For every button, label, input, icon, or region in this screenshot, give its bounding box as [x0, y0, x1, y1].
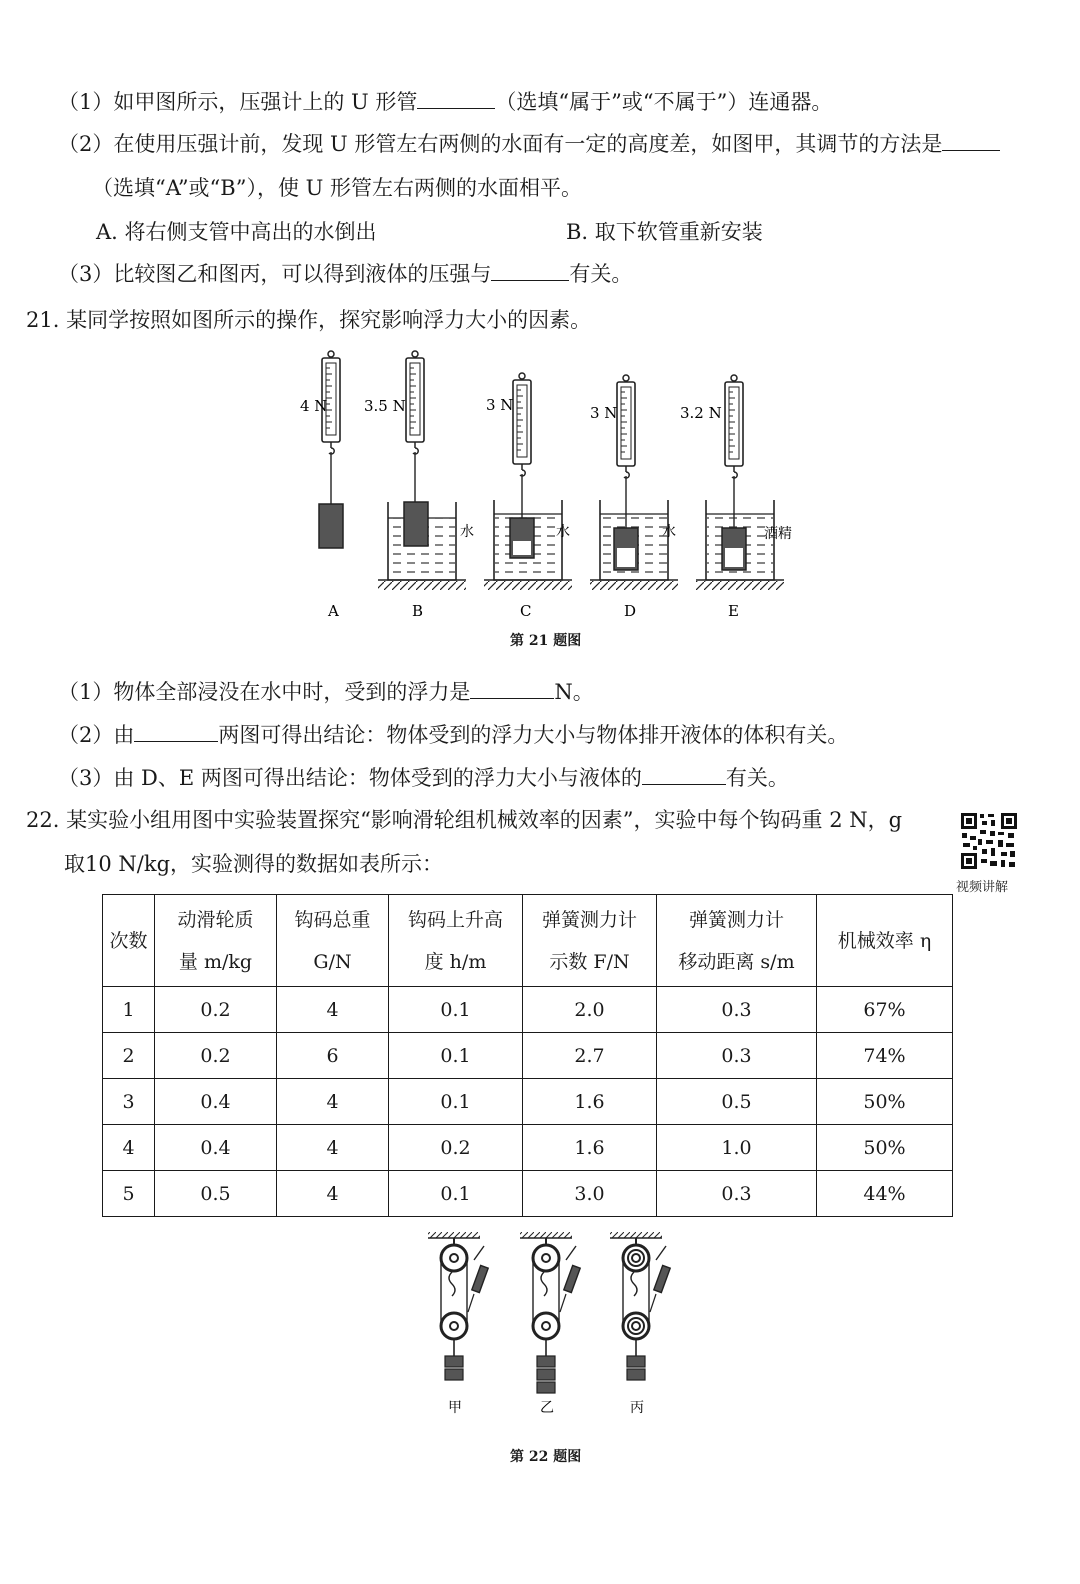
setup-a [300, 351, 343, 620]
table-cell: 0.2 [155, 987, 277, 1033]
liquid-label-e: 酒精 [764, 526, 792, 542]
buoyancy-figure [280, 342, 800, 634]
qr-code-icon[interactable] [960, 812, 1018, 870]
qr-caption: 视频讲解 [956, 880, 1009, 895]
table-cell: 1.6 [523, 1079, 657, 1125]
table-cell: 0.3 [657, 1171, 817, 1217]
reading-e: 3.2 N [680, 404, 722, 422]
table-cell: 3.0 [523, 1171, 657, 1217]
answer-blank[interactable] [470, 678, 554, 699]
label-e: E [728, 602, 739, 620]
table-cell: 4 [277, 1171, 389, 1217]
pulley-setup-jia [428, 1232, 488, 1416]
label-a: A [328, 602, 339, 620]
table-cell: 0.3 [657, 1033, 817, 1079]
table-header-row [103, 895, 953, 987]
answer-blank[interactable] [642, 764, 726, 785]
table-cell: 0.1 [389, 1171, 523, 1217]
reading-c: 3 N [486, 396, 514, 414]
q22-line2: 取10 N/kg，实验测得的数据如表所示： [64, 852, 444, 876]
answer-blank[interactable] [417, 88, 495, 109]
table-cell: 50% [817, 1079, 953, 1125]
data-table [102, 894, 953, 1217]
q22-line1: 22. 某实验小组用图中实验装置探究“影响滑轮组机械效率的因素”，实验中每个钩码重 2 N，g [26, 808, 903, 832]
col-header: 钩码上升高 度 h/m [389, 895, 523, 987]
table-cell: 0.3 [657, 987, 817, 1033]
answer-blank[interactable] [134, 721, 218, 742]
reading-a: 4 N [300, 397, 328, 415]
figure-21-caption: 第 21 题图 [510, 633, 582, 649]
table-row [103, 987, 953, 1033]
setup-e [680, 375, 792, 620]
table-cell: 6 [277, 1033, 389, 1079]
q20-part2: （2）在使用压强计前，发现 U 形管左右两侧的水面有一定的高度差，如图甲，其调节的方法是 [58, 130, 1000, 158]
col-header: 动滑轮质 量 m/kg [155, 895, 277, 987]
liquid-label-d: 水 [662, 524, 676, 540]
col-header: 弹簧测力计 示数 F/N [523, 895, 657, 987]
label-b: B [412, 602, 424, 620]
table-cell: 0.1 [389, 987, 523, 1033]
table-cell: 1.0 [657, 1125, 817, 1171]
q20-part1: （1）如甲图所示，压强计上的 U 形管 （选填“属于”或“不属于”）连通器。 [58, 90, 833, 114]
table-cell: 4 [277, 1125, 389, 1171]
answer-blank[interactable] [491, 260, 569, 281]
table-cell: 0.4 [155, 1125, 277, 1171]
table-row [103, 1033, 953, 1079]
table-cell: 5 [103, 1171, 155, 1217]
object-block [404, 502, 428, 546]
table-cell: 1.6 [523, 1125, 657, 1171]
q20-option-a: A. 将右侧支管中高出的水倒出 [96, 220, 377, 244]
setup-b [364, 351, 474, 620]
table-cell: 0.5 [657, 1079, 817, 1125]
table-cell: 0.2 [155, 1033, 277, 1079]
table-cell: 4 [277, 1079, 389, 1125]
table-cell: 0.1 [389, 1079, 523, 1125]
q20-part3: （3）比较图乙和图丙，可以得到液体的压强与 有关。 [58, 262, 633, 286]
table-row [103, 1079, 953, 1125]
table-cell: 2.0 [523, 987, 657, 1033]
table-cell: 2.7 [523, 1033, 657, 1079]
q21-part1: （1）物体全部浸没在水中时，受到的浮力是 N。 [58, 680, 594, 704]
reading-b: 3.5 N [364, 397, 406, 415]
figure-22-caption: 第 22 题图 [510, 1449, 582, 1465]
liquid-label-b: 水 [460, 524, 474, 540]
col-header: 钩码总重 G/N [277, 895, 389, 987]
pulley-figure [420, 1232, 680, 1442]
q21-part3: （3）由 D、E 两图可得出结论：物体受到的浮力大小与液体的 有关。 [58, 766, 789, 790]
table-cell: 3 [103, 1079, 155, 1125]
col-header: 机械效率 η [817, 895, 953, 987]
col-header: 次数 [103, 895, 155, 987]
label-jia: 甲 [448, 1400, 462, 1416]
table-cell: 50% [817, 1125, 953, 1171]
q20-option-b: B. 取下软管重新安装 [566, 220, 763, 244]
pulley-setup-yi [520, 1232, 580, 1416]
table-cell: 74% [817, 1033, 953, 1079]
q21-part2: （2）由 两图可得出结论：物体受到的浮力大小与物体排开液体的体积有关。 [58, 723, 849, 747]
label-yi: 乙 [540, 1400, 554, 1416]
setup-c [484, 373, 572, 620]
q20-part2-cont: （选填“A”或“B”），使 U 形管左右两侧的水面相平。 [92, 176, 583, 200]
reading-d: 3 N [590, 404, 618, 422]
liquid-label-c: 水 [556, 524, 570, 540]
table-cell: 44% [817, 1171, 953, 1217]
table-row [103, 1171, 953, 1217]
label-bing: 丙 [630, 1400, 644, 1416]
q21-title: 21. 某同学按照如图所示的操作，探究影响浮力大小的因素。 [26, 308, 592, 332]
setup-d [590, 375, 678, 620]
table-cell: 4 [277, 987, 389, 1033]
table-cell: 0.2 [389, 1125, 523, 1171]
label-d: D [624, 602, 637, 620]
table-cell: 67% [817, 987, 953, 1033]
answer-blank[interactable] [942, 130, 1000, 151]
label-c: C [520, 602, 532, 620]
table-cell: 1 [103, 987, 155, 1033]
table-cell: 0.1 [389, 1033, 523, 1079]
table-cell: 4 [103, 1125, 155, 1171]
object-block [319, 504, 343, 548]
table-row [103, 1125, 953, 1171]
table-cell: 2 [103, 1033, 155, 1079]
col-header: 弹簧测力计 移动距离 s/m [657, 895, 817, 987]
table-cell: 0.4 [155, 1079, 277, 1125]
table-cell: 0.5 [155, 1171, 277, 1217]
pulley-setup-bing [610, 1232, 670, 1416]
